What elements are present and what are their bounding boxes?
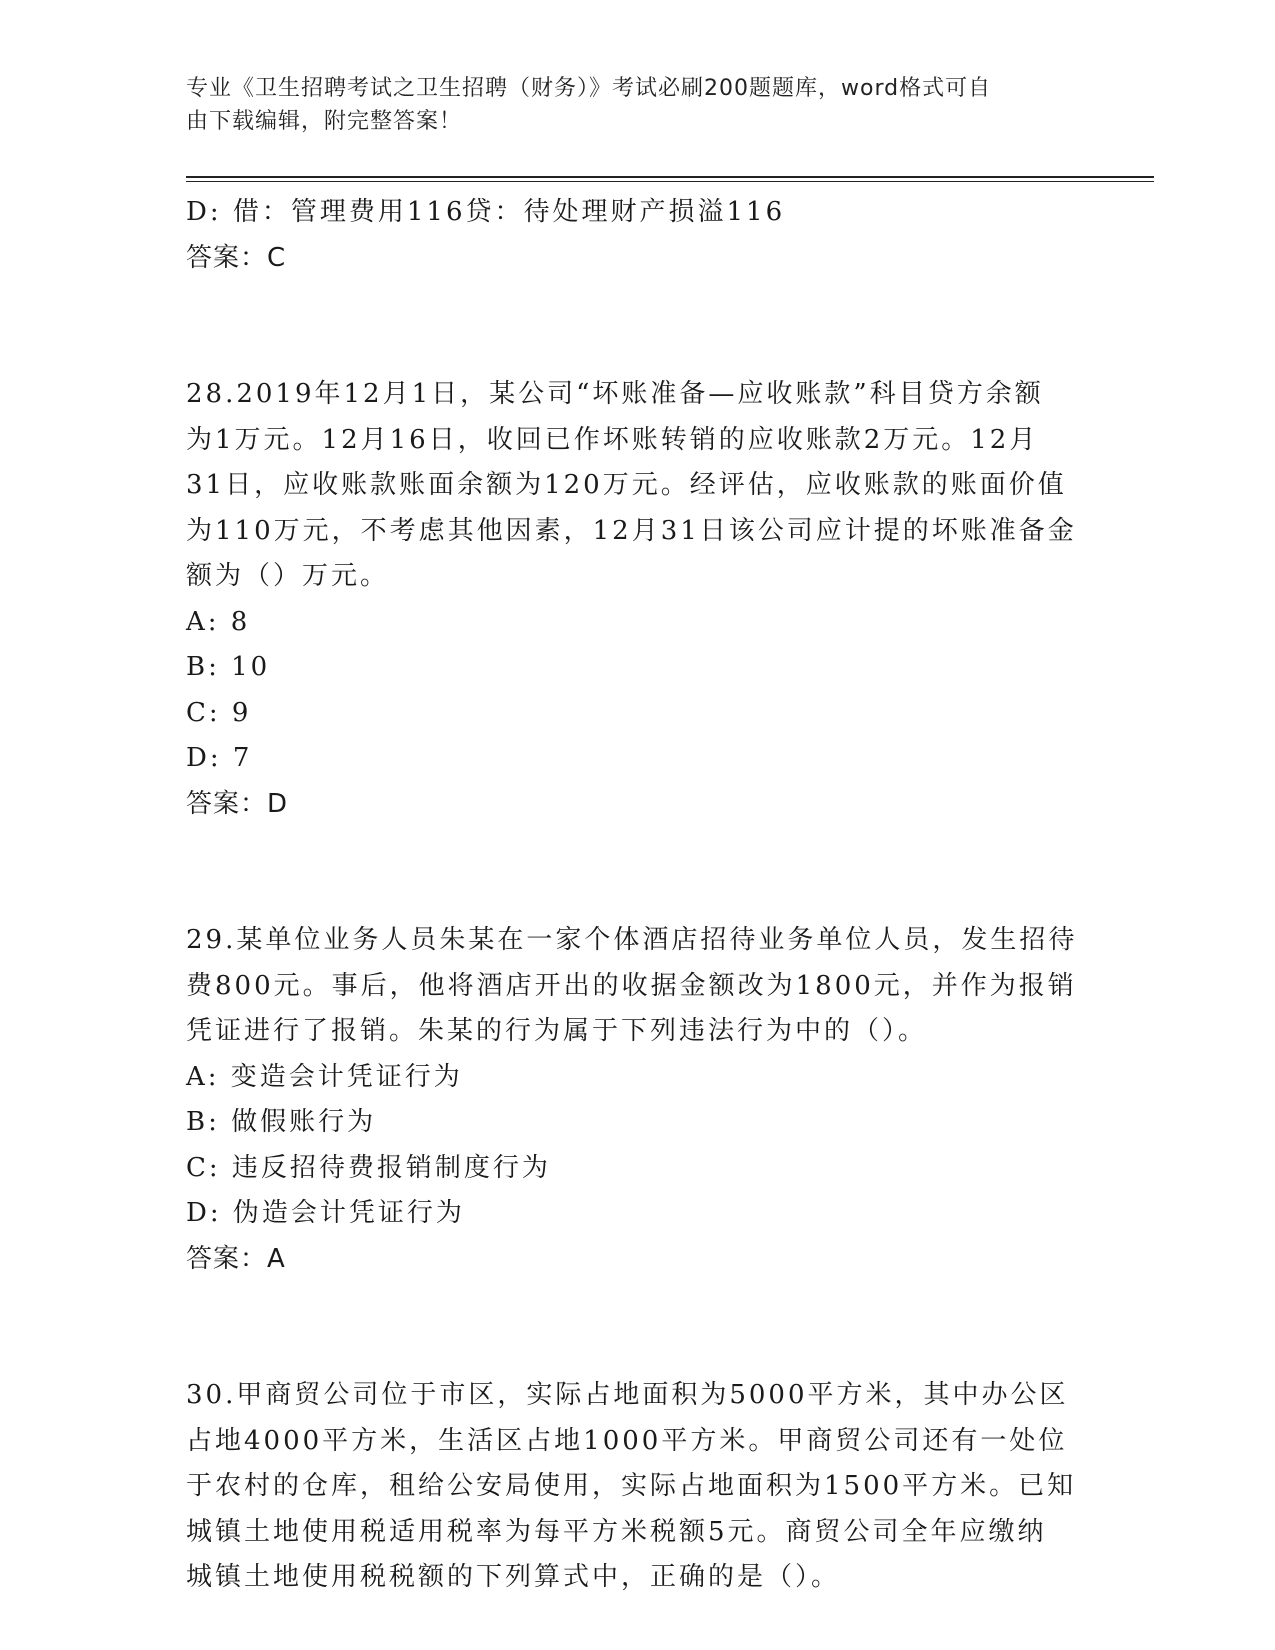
question-text-line: 29.某单位业务人员朱某在一家个体酒店招待业务单位人员，发生招待 [186,925,1078,955]
document-body [186,190,1086,1601]
option-c: C: 违反招待费报销制度行为 [186,1152,551,1183]
question-text-line: 凭证进行了报销。朱某的行为属于下列违法行为中的（）。 [186,1016,928,1046]
header-line-1: 专业《卫生招聘考试之卫生招聘（财务）》考试必刷200题题库，word格式可自 [186,76,992,101]
answer: 答案：D [186,788,289,819]
option-c: C: 9 [186,697,252,728]
question-text-line: 于农村的仓库，租给公安局使用，实际占地面积为1500平方米。已知 [186,1471,1077,1501]
header-rule-thin [186,181,1154,182]
header-rule-thick [186,176,1154,178]
question-30 [186,1373,1086,1601]
question-text-line: 为1万元。12月16日，收回已作坏账转销的应收账款2万元。12月 [186,424,1039,455]
question-text-line: 额为（）万元。 [186,561,390,591]
header-line-2: 由下载编辑，附完整答案！ [186,109,463,134]
question-27-tail [186,190,1086,281]
answer: 答案：C [186,242,287,273]
option-b: B: 10 [186,652,271,682]
spacer [186,281,1086,372]
question-28 [186,372,1086,827]
option-a: A: 变造会计凭证行为 [186,1061,463,1092]
option-d: D: 借：管理费用116贷：待处理财产损溢116 [186,197,786,227]
option-a: A: 8 [186,606,251,637]
question-text-line: 费800元。事后，他将酒店开出的收据金额改为1800元，并作为报销 [186,970,1077,1001]
spacer [186,1282,1086,1373]
question-29 [186,918,1086,1282]
answer: 答案：A [186,1243,286,1274]
question-text-line: 28.2019年12月1日，某公司“坏账准备—应收账款”科目贷方余额 [186,379,1044,409]
question-text-line: 30.甲商贸公司位于市区，实际占地面积为5000平方米，其中办公区 [186,1380,1069,1410]
question-text-line: 31日，应收账款账面余额为120万元。经评估，应收账款的账面价值 [186,470,1067,500]
option-d: D: 伪造会计凭证行为 [186,1198,465,1228]
document-header [186,72,1076,138]
spacer [186,827,1086,918]
question-text-line: 城镇土地使用税适用税率为每平方米税额5元。商贸公司全年应缴纳 [186,1516,1047,1547]
question-text-line: 城镇土地使用税税额的下列算式中，正确的是（）。 [186,1562,841,1592]
question-text-line: 占地4000平方米，生活区占地1000平方米。甲商贸公司还有一处位 [186,1425,1068,1456]
question-text-line: 为110万元，不考虑其他因素，12月31日该公司应计提的坏账准备金 [186,515,1077,546]
option-b: B: 做假账行为 [186,1107,377,1137]
option-d: D: 7 [186,743,253,773]
